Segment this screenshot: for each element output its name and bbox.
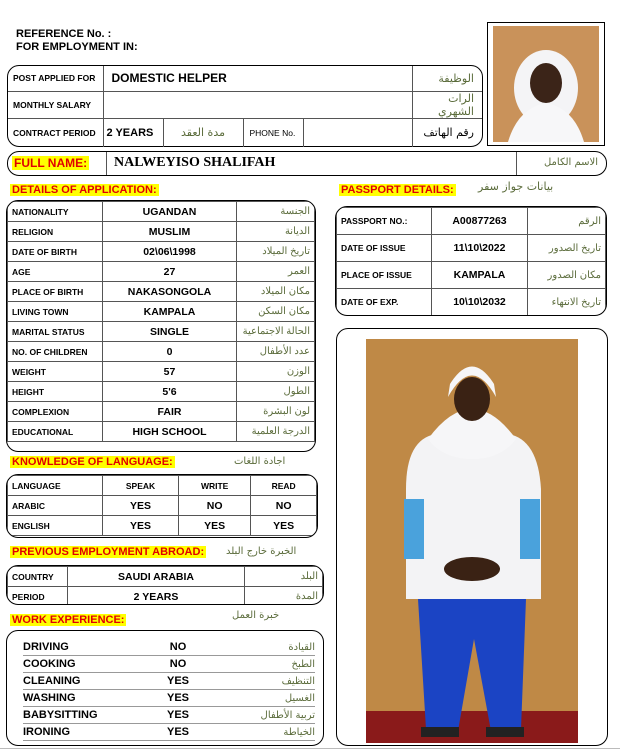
employment-label: FOR EMPLOYMENT IN: (16, 41, 138, 53)
work-row (23, 673, 315, 690)
passport-title: PASSPORT DETAILS: (341, 184, 454, 196)
application-row-ar: الديانة (237, 222, 315, 242)
application-row (8, 362, 315, 382)
work-row-ar: الطبخ (291, 658, 315, 670)
language-read-value: NO (251, 496, 317, 516)
work-row (23, 639, 315, 656)
application-row-ar: مكان السكن (237, 302, 315, 322)
country-label: COUNTRY (8, 567, 68, 587)
application-box (6, 200, 316, 452)
application-row-ar: عدد الأطفال (237, 342, 315, 362)
application-row-label: RELIGION (8, 222, 103, 242)
passport-row-ar: تاريخ الانتهاء (528, 289, 606, 316)
work-row-ar: الخياطة (283, 726, 315, 738)
passport-box (335, 206, 607, 316)
work-title-ar: خبرة العمل (232, 610, 280, 621)
full-name-divider-right (516, 152, 517, 175)
work-row-ar: التنظيف (281, 675, 315, 687)
passport-row-value: 10\10\2032 (432, 289, 528, 316)
full-body-photo (366, 339, 578, 743)
phone-label: PHONE No. (243, 118, 303, 147)
contract-period-ar: مدة العقد (163, 118, 243, 147)
application-row-value: SINGLE (103, 322, 237, 342)
post-applied-label: POST APPLIED FOR (8, 66, 103, 91)
full-name-ar: الاسم الكامل (543, 157, 598, 168)
language-title-ar: اجادة اللغات (234, 456, 286, 467)
application-row (8, 242, 315, 262)
application-row-ar: الوزن (237, 362, 315, 382)
application-row (8, 322, 315, 342)
application-row-label: HEIGHT (8, 382, 103, 402)
passport-row (337, 289, 606, 316)
phone-ar: رقم الهاتف (412, 118, 482, 147)
application-row-value: 5'6 (103, 382, 237, 402)
previous-title-ar: الخبرة خارج البلد (226, 546, 297, 557)
application-row-ar: مكان الميلاد (237, 282, 315, 302)
language-header-row (8, 476, 317, 496)
passport-row-label: PLACE OF ISSUE (337, 262, 432, 289)
passport-row-ar: الرقم (528, 208, 606, 235)
monthly-salary-ar: الرات الشهري (412, 91, 482, 118)
work-row (23, 656, 315, 673)
post-box (7, 65, 483, 147)
application-row-label: NO. OF CHILDREN (8, 342, 103, 362)
application-row-ar: لون البشرة (237, 402, 315, 422)
passport-row-label: DATE OF ISSUE (337, 235, 432, 262)
application-row-ar: الجنسة (237, 202, 315, 222)
full-name-box (7, 151, 607, 176)
previous-table (7, 566, 323, 605)
passport-row-value: 11\10\2022 (432, 235, 528, 262)
passport-row (337, 235, 606, 262)
application-row-value: UGANDAN (103, 202, 237, 222)
application-table (7, 201, 315, 442)
previous-box (6, 565, 324, 605)
work-row-value: NO (169, 658, 187, 670)
application-row (8, 222, 315, 242)
application-row-label: LIVING TOWN (8, 302, 103, 322)
language-speak-value: YES (103, 496, 179, 516)
application-row-label: NATIONALITY (8, 202, 103, 222)
application-row-value: KAMPALA (103, 302, 237, 322)
reference-label: REFERENCE No. : (16, 28, 112, 40)
post-applied-value: DOMESTIC HELPER (111, 71, 227, 86)
work-row-label: IRONING (23, 726, 71, 738)
application-row-label: DATE OF BIRTH (8, 242, 103, 262)
work-row-label: COOKING (23, 658, 76, 670)
work-row-label: CLEANING (23, 675, 81, 687)
period-ar: المدة (245, 587, 323, 606)
language-read-value: YES (251, 516, 317, 536)
portrait-photo-frame (487, 22, 605, 146)
application-row-ar: الحالة الاجتماعية (237, 322, 315, 342)
application-row-label: MARITAL STATUS (8, 322, 103, 342)
application-row-value: NAKASONGOLA (103, 282, 237, 302)
work-row-ar: القيادة (288, 641, 315, 653)
passport-row-value: A00877263 (432, 208, 528, 235)
application-row-value: 57 (103, 362, 237, 382)
application-row (8, 202, 315, 222)
application-row-value: 02\06\1998 (103, 242, 237, 262)
work-row-value: YES (166, 675, 189, 687)
language-speak-value: YES (103, 516, 179, 536)
passport-row-label: PASSPORT NO.: (337, 208, 432, 235)
passport-title-ar: بيانات جواز سفر (478, 180, 554, 193)
work-row (23, 707, 315, 724)
post-applied-ar: الوظيفة (412, 66, 482, 91)
application-row-ar: الطول (237, 382, 315, 402)
full-name-label: FULL NAME: (14, 156, 88, 170)
contract-period-label: CONTRACT PERIOD (8, 118, 103, 147)
work-row-label: DRIVING (23, 641, 69, 653)
application-row-value: HIGH SCHOOL (103, 422, 237, 442)
language-header-cell: SPEAK (103, 476, 179, 496)
previous-title: PREVIOUS EMPLOYMENT ABROAD: (12, 546, 205, 558)
work-row (23, 724, 315, 741)
passport-row-ar: مكان الصدور (528, 262, 606, 289)
passport-row-ar: تاريخ الصدور (528, 235, 606, 262)
monthly-salary-value (103, 91, 412, 118)
language-row (8, 496, 317, 516)
language-table (7, 475, 317, 536)
work-row-ar: تربية الأطفال (260, 709, 315, 721)
application-row (8, 382, 315, 402)
language-box (6, 474, 318, 538)
language-title: KNOWLEDGE OF LANGUAGE: (12, 456, 173, 468)
contract-period-value: 2 YEARS (103, 118, 163, 147)
language-row (8, 516, 317, 536)
work-row-value: YES (166, 709, 189, 721)
full-photo-frame (336, 328, 608, 746)
language-name: ARABIC (8, 496, 103, 516)
work-row-ar: الغسيل (284, 692, 315, 704)
application-row-value: 27 (103, 262, 237, 282)
language-write-value: NO (179, 496, 251, 516)
application-row (8, 282, 315, 302)
work-row-label: BABYSITTING (23, 709, 98, 721)
language-header-cell: WRITE (179, 476, 251, 496)
application-row (8, 302, 315, 322)
application-row-value: FAIR (103, 402, 237, 422)
bottom-rule (0, 748, 620, 749)
language-header-cell: LANGUAGE (8, 476, 103, 496)
passport-row-label: DATE OF EXP. (337, 289, 432, 316)
passport-table (336, 207, 606, 316)
language-header-cell: READ (251, 476, 317, 496)
header-block (16, 28, 138, 54)
application-title: DETAILS OF APPLICATION: (12, 184, 157, 196)
application-row-value: 0 (103, 342, 237, 362)
work-row-value: YES (166, 692, 189, 704)
passport-row (337, 262, 606, 289)
country-ar: البلد (245, 567, 323, 587)
application-row (8, 422, 315, 442)
application-row-label: AGE (8, 262, 103, 282)
application-row-label: EDUCATIONAL (8, 422, 103, 442)
application-row-value: MUSLIM (103, 222, 237, 242)
application-row-label: COMPLEXION (8, 402, 103, 422)
passport-row-value: KAMPALA (432, 262, 528, 289)
application-row (8, 402, 315, 422)
application-row (8, 342, 315, 362)
work-row-label: WASHING (23, 692, 76, 704)
work-row-value: YES (166, 726, 189, 738)
work-row (23, 690, 315, 707)
work-row-value: NO (169, 641, 187, 653)
application-row-ar: تاريخ الميلاد (237, 242, 315, 262)
period-label: PERIOD (8, 587, 68, 606)
period-value: 2 YEARS (68, 587, 245, 606)
work-box (6, 630, 324, 746)
application-row-label: PLACE OF BIRTH (8, 282, 103, 302)
passport-row (337, 208, 606, 235)
country-value: SAUDI ARABIA (68, 567, 245, 587)
full-name-value: NALWEYISO SHALIFAH (114, 155, 276, 170)
application-row-ar: الدرجة العلمية (237, 422, 315, 442)
full-name-divider (106, 152, 107, 175)
language-name: ENGLISH (8, 516, 103, 536)
application-row-label: WEIGHT (8, 362, 103, 382)
portrait-photo (488, 23, 604, 145)
work-list (23, 639, 315, 741)
language-write-value: YES (179, 516, 251, 536)
phone-value (303, 118, 412, 147)
work-title: WORK EXPERIENCE: (12, 614, 125, 626)
application-row (8, 262, 315, 282)
application-row-ar: العمر (237, 262, 315, 282)
monthly-salary-label: MONTHLY SALARY (8, 91, 103, 118)
